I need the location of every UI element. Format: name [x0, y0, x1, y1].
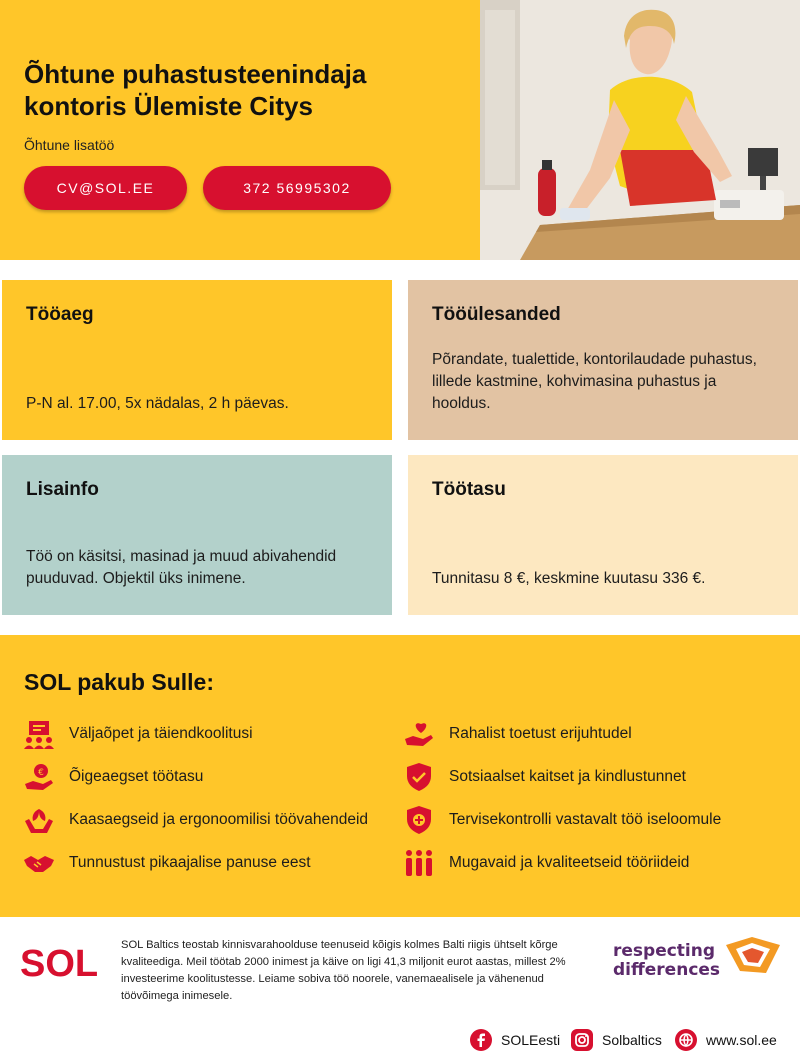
card-salary-title: Töötasu — [432, 479, 506, 500]
facebook-link[interactable] — [470, 1027, 560, 1053]
salary-hand-icon — [22, 761, 56, 793]
offer-label: Tervisekontrolli vastavalt töö iseloomule — [449, 811, 722, 828]
sol-logo-text: SOL — [20, 943, 99, 980]
company-description: SOL Baltics teostab kinnisvarahoolduse teenuseid kõigis kolmes Balti riigis ühtselt kõrge kvaliteediga. Meil töötab 2000 inimest ja käive on ligi 41,3 miljonit eurot aastas, millest 2% investeerime koolitustesse. Leiame sobiva töö noorele, vanemaealisele ja vähenenud töövõimega inimesele. — [121, 939, 566, 1002]
offer-label: Rahalist toetust erijuhtudel — [449, 725, 632, 742]
plant-hand-icon — [22, 804, 56, 836]
handshake-icon — [22, 847, 56, 879]
sol-logo — [20, 942, 102, 980]
title-line-2: kontoris Ülemiste Citys — [24, 91, 313, 121]
offer-item — [402, 718, 632, 750]
offer-item — [402, 847, 689, 879]
card-tasks-title: Tööülesanded — [432, 304, 561, 325]
offer-item — [22, 718, 253, 750]
card-work-time — [2, 280, 392, 440]
offer-label: Sotsiaalset kaitset ja kindlustunnet — [449, 768, 686, 785]
heart-hand-icon — [402, 718, 436, 750]
offer-item — [22, 761, 203, 793]
facebook-label: SOLEesti — [501, 1032, 561, 1048]
offer-item — [402, 761, 686, 793]
facebook-icon — [470, 1029, 492, 1051]
job-subtitle: Õhtune lisatöö — [24, 137, 115, 153]
card-extra-info-title: Lisainfo — [26, 479, 99, 500]
respecting-differences-logo — [613, 942, 720, 980]
offer-label: Kaasaegseid ja ergonoomilisi töövahendeid — [69, 811, 369, 828]
respect-line-2: differences — [613, 960, 721, 980]
title-line-1: Õhtune puhastusteenindaja — [24, 59, 367, 89]
instagram-icon — [571, 1029, 593, 1051]
card-extra-info — [2, 455, 392, 615]
offer-label: Väljaõpet ja täiendkoolitusi — [69, 725, 253, 742]
footer — [0, 917, 800, 1061]
card-tasks — [408, 280, 798, 440]
shield-check-icon — [402, 761, 436, 793]
card-work-time-text: P-N al. 17.00, 5x nädalas, 2 h päevas. — [26, 395, 289, 412]
card-work-time-title: Tööaeg — [26, 304, 94, 325]
respect-line-1: respecting — [613, 941, 716, 961]
website-link[interactable] — [675, 1027, 777, 1053]
website-label: www.sol.ee — [706, 1032, 777, 1048]
offer-item — [22, 847, 311, 879]
card-salary-text: Tunnitasu 8 €, keskmine kuutasu 336 €. — [432, 570, 706, 587]
offers-title: SOL pakub Sulle: — [24, 669, 214, 695]
instagram-link[interactable] — [571, 1027, 662, 1053]
email-button[interactable]: CV@SOL.EE — [24, 166, 187, 210]
phone-button[interactable]: 372 56995302 — [203, 166, 391, 210]
offers-section — [0, 635, 800, 917]
respect-mark-icon — [722, 935, 782, 975]
card-salary — [408, 455, 798, 615]
offer-label: Tunnustust pikaajalise panuse eest — [69, 854, 311, 871]
shield-plus-icon — [402, 804, 436, 836]
offer-item — [402, 804, 721, 836]
svg-text:€: € — [38, 768, 44, 778]
training-icon — [22, 718, 56, 750]
instagram-label: Solbaltics — [602, 1032, 662, 1048]
web-icon — [675, 1029, 697, 1051]
people-icon — [402, 847, 436, 879]
cleaner-photo — [480, 0, 800, 260]
header-banner — [0, 0, 800, 260]
page-title — [24, 58, 464, 122]
card-extra-info-text: Töö on käsitsi, masinad ja muud abivahendid puuduvad. Objektil üks inimene. — [26, 548, 337, 587]
offer-item — [22, 804, 368, 836]
card-tasks-text: Põrandate, tualettide, kontorilaudade puhastus, lillede kastmine, kohvimasina puhastus ja hooldus. — [432, 351, 757, 412]
offer-label: Mugavaid ja kvaliteetseid tööriideid — [449, 854, 690, 871]
offer-label: Õigeaegset töötasu — [69, 768, 204, 785]
